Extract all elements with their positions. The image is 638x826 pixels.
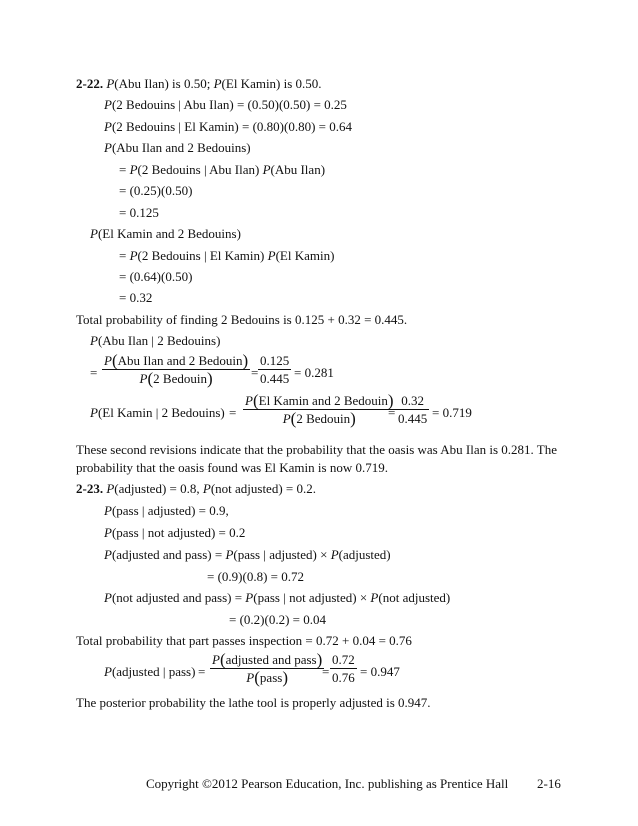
equation-line: [104, 503, 229, 519]
p-symbol: P: [104, 353, 112, 368]
text: (El Kamin): [275, 248, 335, 263]
text: (not adjusted) = 0.2.: [210, 481, 316, 496]
equation-line: [104, 119, 352, 135]
equation-line: = 0.32: [119, 290, 153, 305]
text: (Abu Ilan | 2 Bedouins): [97, 333, 221, 348]
text: 2 Bedouin: [296, 411, 351, 426]
text: (not adjusted and pass) =: [111, 590, 246, 605]
text: (El Kamin | 2 Bedouins): [97, 405, 225, 420]
p-symbol: P: [225, 547, 234, 562]
equation-line: = (0.25)(0.50): [119, 183, 193, 198]
fraction-numerator: P(adjusted and pass): [212, 650, 323, 669]
fraction-numerator: P(El Kamin and 2 Bedouin): [245, 391, 394, 410]
equals-sign: =: [322, 664, 330, 679]
p-symbol: P: [104, 140, 112, 155]
text: (pass | not adjusted) = 0.2: [111, 525, 246, 540]
equation-line: = (0.9)(0.8) = 0.72: [207, 569, 304, 584]
equation-line: [104, 97, 347, 113]
p-symbol: P: [246, 670, 255, 685]
p-symbol: P: [104, 119, 112, 134]
text: (pass | adjusted) = 0.9,: [111, 503, 229, 518]
text: (adjusted): [338, 547, 391, 562]
equation-line: = (0.64)(0.50): [119, 269, 193, 284]
text: (Abu Ilan): [270, 162, 326, 177]
text: (adjusted and pass) =: [111, 547, 226, 562]
p-symbol: P: [104, 503, 112, 518]
p-symbol: P: [370, 590, 379, 605]
p-symbol: P: [90, 226, 98, 241]
conclusion-text: probability that the oasis found was El Kamin is now 0.719.: [76, 460, 388, 475]
text: =: [119, 248, 130, 263]
problem-22-intro: [76, 76, 322, 92]
p-symbol: P: [104, 590, 112, 605]
conclusion-text: The posterior probability the lathe tool is properly adjusted is 0.947.: [76, 695, 431, 710]
text: El Kamin and 2 Bedouin: [258, 393, 388, 408]
fraction-numerator: 0.32: [401, 393, 424, 408]
text: (El Kamin and 2 Bedouins): [97, 226, 241, 241]
fraction-lhs: [104, 664, 195, 680]
p-symbol: P: [106, 76, 115, 91]
conclusion-text: These second revisions indicate that the probability that the oasis was Abu Ilan is 0.281. The: [76, 442, 558, 457]
page-number: 2-16: [537, 776, 561, 791]
p-symbol: P: [106, 481, 115, 496]
p-symbol: P: [104, 525, 112, 540]
text: (not adjusted): [378, 590, 451, 605]
equation-line: = 0.125: [119, 205, 159, 220]
text: (Abu Ilan) is 0.50;: [114, 76, 214, 91]
text: (pass | not adjusted) ×: [253, 590, 371, 605]
equation-line: [119, 162, 325, 178]
equation-line: [104, 140, 251, 156]
p-symbol: P: [139, 371, 148, 386]
text: (adjusted | pass): [111, 664, 196, 679]
text: (Abu Ilan and 2 Bedouins): [111, 140, 251, 155]
fraction-numerator: 0.125: [260, 353, 290, 368]
text: (2 Bedouins | El Kamin): [137, 248, 268, 263]
fraction-abu-ilan: [102, 353, 250, 387]
fraction-denominator: 0.76: [332, 670, 355, 685]
p-symbol: P: [282, 411, 291, 426]
equation-line: [104, 525, 245, 541]
total-probability-line: Total probability that part passes inspection = 0.72 + 0.04 = 0.76: [76, 633, 412, 648]
p-symbol: P: [267, 248, 276, 263]
fraction-denominator: P(2 Bedouin): [102, 369, 250, 387]
p-symbol: P: [212, 652, 220, 667]
text: Abu Ilan and 2 Bedouin: [117, 353, 243, 368]
text: (2 Bedouins | El Kamin) = (0.80)(0.80) = 0.64: [111, 119, 352, 134]
equals-sign: =: [229, 405, 237, 420]
equation-line: [119, 248, 334, 264]
fraction-lhs: [90, 405, 225, 421]
p-symbol: P: [202, 481, 211, 496]
equals-sign: =: [198, 664, 206, 679]
equation-line: [104, 547, 391, 563]
equals-sign: =: [388, 405, 396, 420]
p-symbol: P: [104, 547, 112, 562]
p-symbol: P: [90, 333, 98, 348]
text: (2 Bedouins | Abu Ilan) = (0.50)(0.50) = 0.25: [111, 97, 347, 112]
equals-sign: =: [251, 365, 259, 380]
equation-line: [104, 590, 450, 606]
equation-line: [90, 333, 220, 349]
text: (2 Bedouins | Abu Ilan): [137, 162, 263, 177]
fraction-denominator: 0.445: [398, 411, 428, 426]
text: pass: [259, 670, 283, 685]
footer-copyright: Copyright ©2012 Pearson Education, Inc. publishing as Prentice Hall: [146, 776, 509, 791]
equation-line: [90, 226, 241, 242]
p-symbol: P: [213, 76, 222, 91]
text: adjusted and pass: [225, 652, 317, 667]
fraction-numeric: [258, 353, 291, 387]
text: 2 Bedouin: [153, 371, 207, 386]
fraction-adjusted: [210, 652, 324, 686]
equation-line: = (0.2)(0.2) = 0.04: [229, 612, 326, 627]
fraction-numerator: 0.72: [332, 652, 355, 667]
total-probability-line: Total probability of finding 2 Bedouins is 0.125 + 0.32 = 0.445.: [76, 312, 408, 327]
fraction-numerator: P(Abu Ilan and 2 Bedouin): [104, 351, 249, 370]
equals-sign: =: [90, 365, 98, 380]
result: = 0.281: [294, 365, 334, 380]
p-symbol: P: [90, 405, 98, 420]
p-symbol: P: [330, 547, 339, 562]
fraction-denominator: 0.445: [260, 371, 290, 386]
p-symbol: P: [104, 97, 112, 112]
p-symbol: P: [104, 664, 112, 679]
fraction-denominator: P(pass): [210, 668, 324, 686]
text: =: [119, 162, 130, 177]
problem-23-intro: [76, 481, 316, 497]
fraction-el-kamin: [243, 393, 396, 427]
p-symbol: P: [129, 162, 138, 177]
p-symbol: P: [245, 393, 253, 408]
problem-number: 2-23.: [76, 481, 104, 496]
text: (El Kamin) is 0.50.: [221, 76, 322, 91]
problem-number: 2-22.: [76, 76, 104, 91]
result: = 0.719: [432, 405, 472, 420]
fraction-numeric: [396, 393, 429, 427]
p-symbol: P: [129, 248, 138, 263]
text: (adjusted) = 0.8,: [114, 481, 203, 496]
p-symbol: P: [245, 590, 254, 605]
result: = 0.947: [360, 664, 400, 679]
text: (pass | adjusted) ×: [233, 547, 331, 562]
fraction-numeric: [330, 652, 357, 686]
p-symbol: P: [262, 162, 271, 177]
fraction-denominator: P(2 Bedouin): [243, 409, 396, 427]
